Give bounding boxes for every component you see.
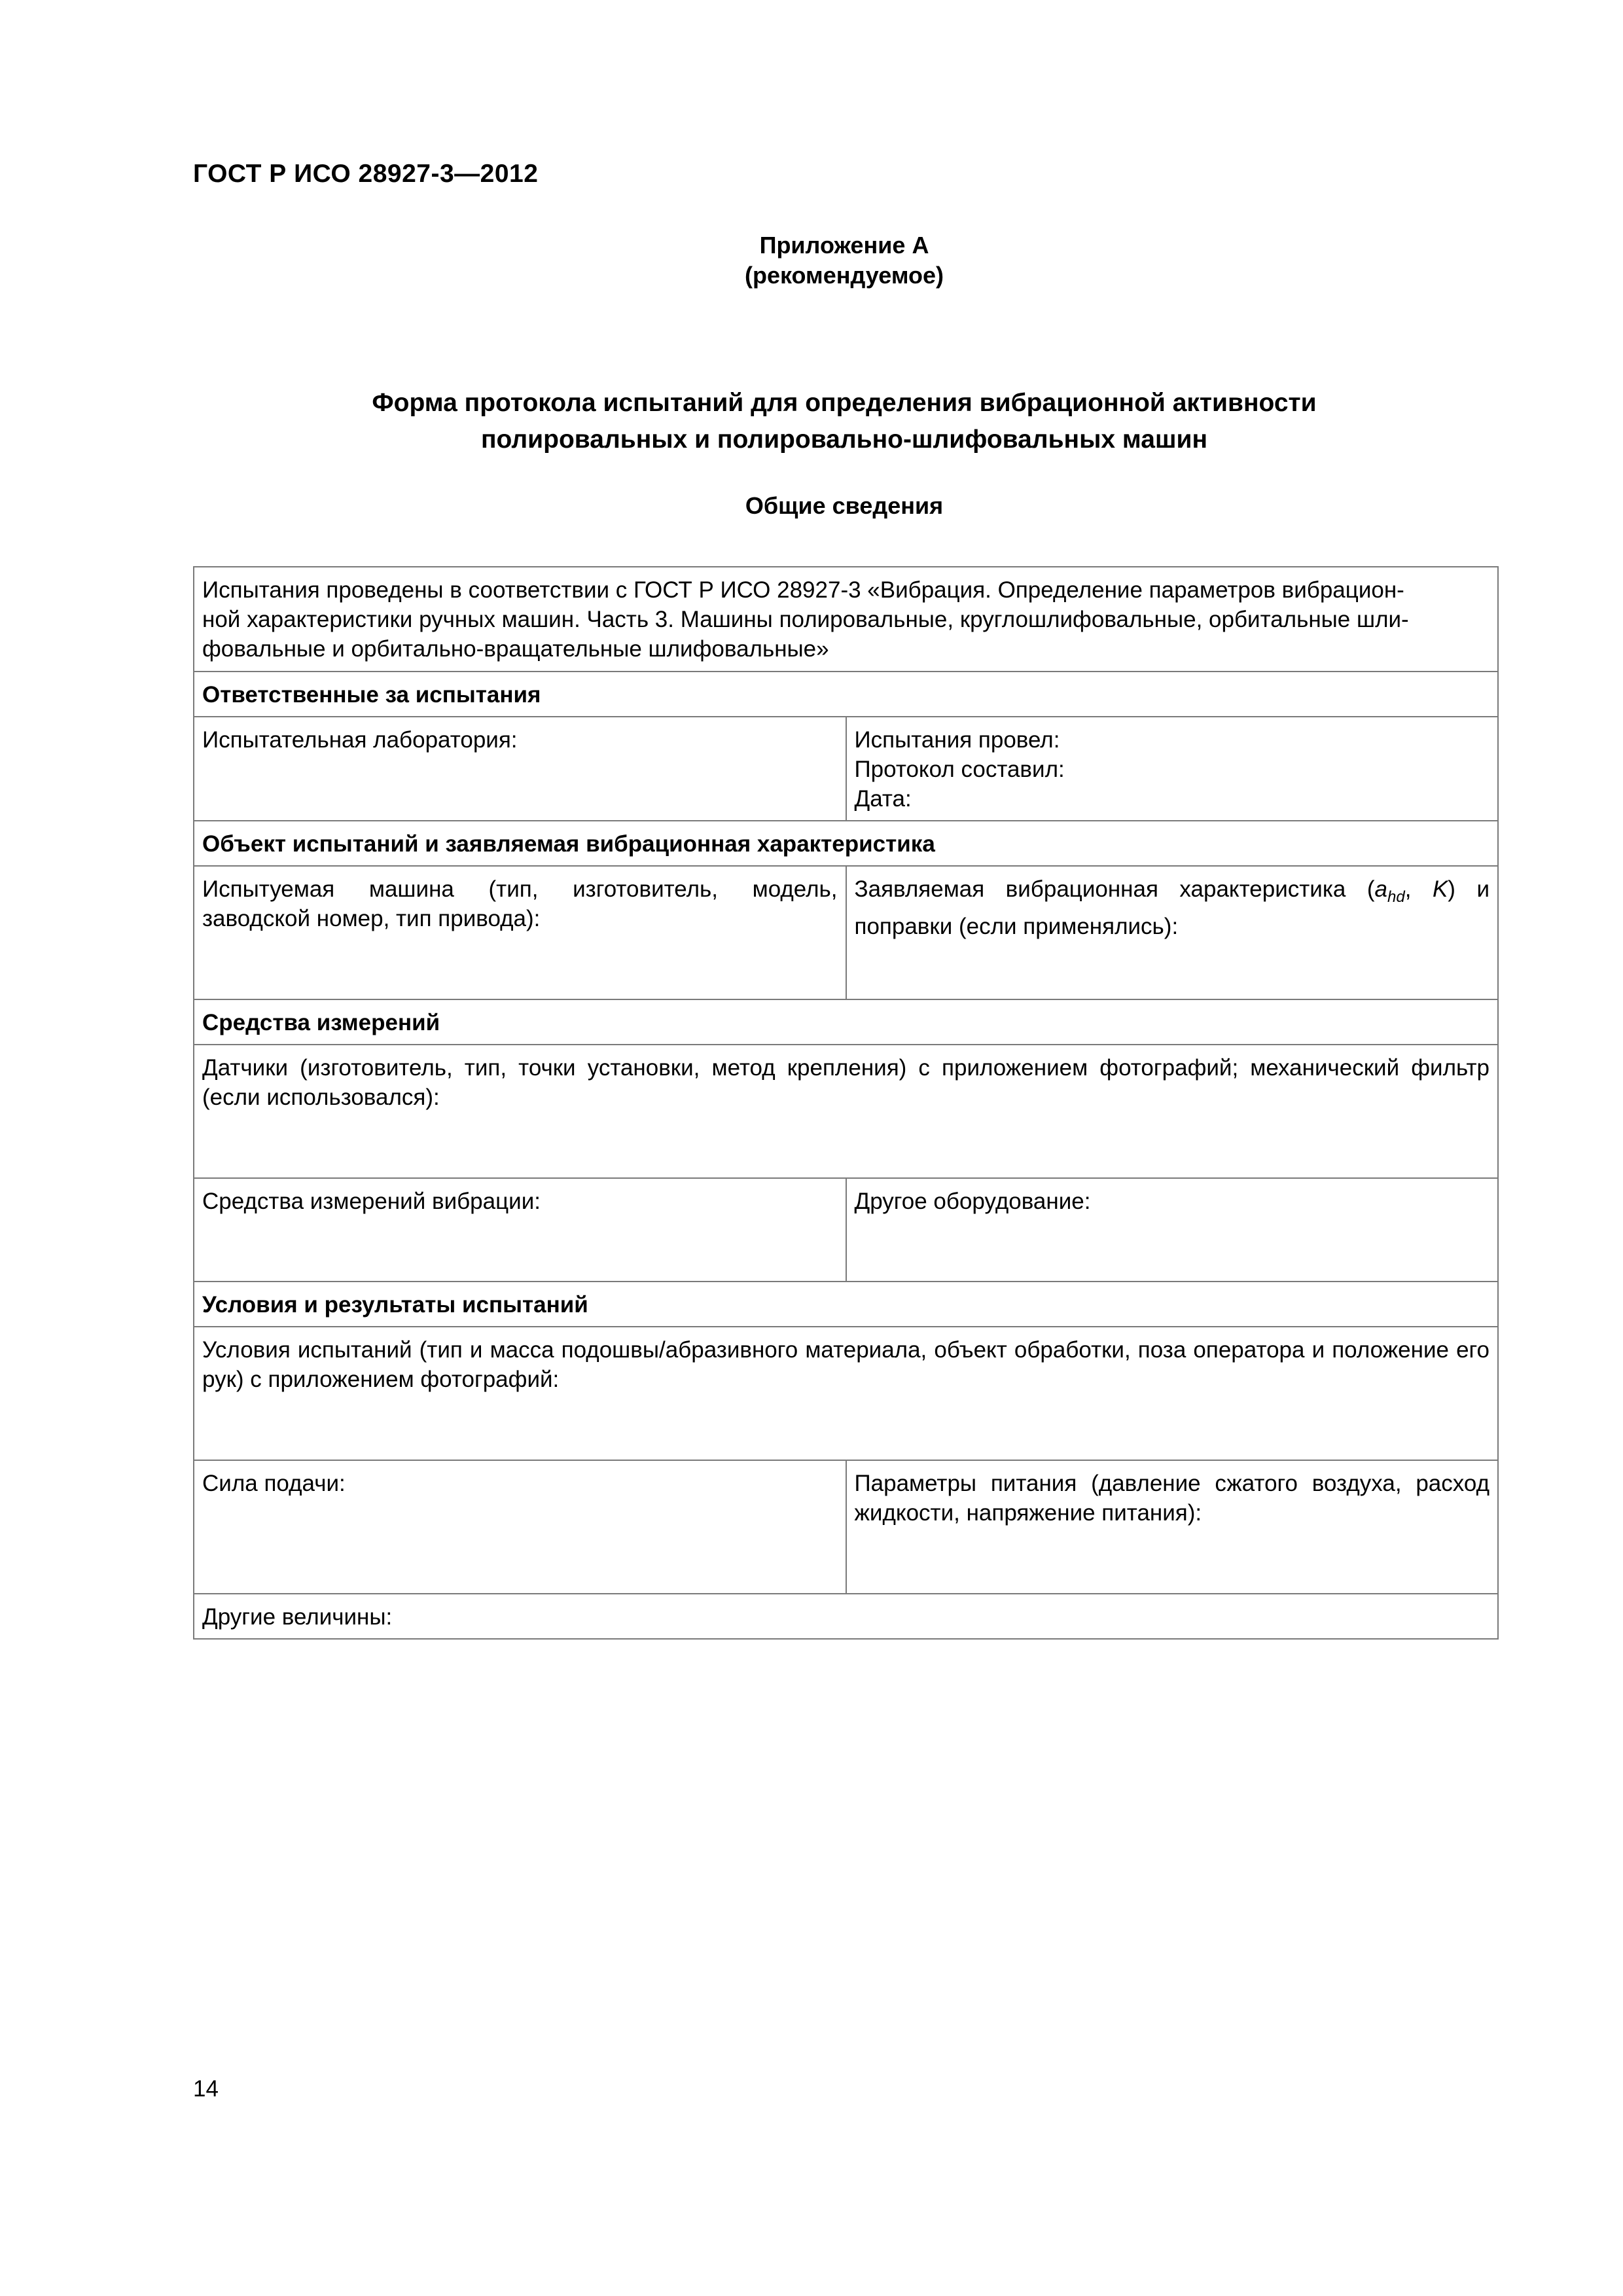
vibration-instruments-cell	[194, 1178, 846, 1282]
power-params-label: Параметры питания (давление сжатого воздуха, расход жидкости, напряжение питания):	[854, 1471, 1489, 1526]
object-heading: Объект испытаний и заявляемая вибрационная характеристика	[194, 821, 1498, 866]
vibration-instruments-label: Средства измерений вибрации:	[202, 1189, 541, 1214]
responsible-row	[194, 717, 1498, 821]
intro-line-2: ной характеристики ручных машин. Часть 3. Машины полировальные, круглошлифовальные, орбитальные шли-	[202, 607, 1409, 632]
object-row	[194, 866, 1498, 999]
feed-force-cell	[194, 1460, 846, 1594]
responsible-heading-row	[194, 672, 1498, 717]
intro-cell	[194, 567, 1498, 672]
section-heading: Общие сведения	[745, 492, 944, 519]
machine-label: Испытуемая машина (тип, изготовитель, модель, заводской номер, тип привода):	[202, 876, 838, 931]
declared-symbol-a: a	[1374, 876, 1387, 902]
other-values-cell	[194, 1594, 1498, 1639]
test-conditions-label: Условия испытаний (тип и масса подошвы/абразивного материала, объект обработки, поза оператора и положение его рук) с приложением фотографий:	[202, 1337, 1489, 1392]
other-values-row	[194, 1594, 1498, 1639]
form-title	[0, 385, 1623, 458]
conditions-heading: Условия и результаты испытаний	[194, 1282, 1498, 1327]
form-title-line-2: полировальных и полировально-шлифовальных машин	[480, 425, 1207, 454]
object-heading-row	[194, 821, 1498, 866]
annex-title: Приложение А	[759, 232, 929, 259]
sensors-row	[194, 1045, 1498, 1178]
declared-symbol-subscript: hd	[1387, 888, 1405, 906]
declared-prefix: Заявляемая вибрационная характеристика (	[854, 876, 1375, 902]
laboratory-cell	[194, 717, 846, 821]
feed-power-row	[194, 1460, 1498, 1594]
sensors-cell	[194, 1045, 1498, 1178]
declared-separator: ,	[1404, 876, 1433, 902]
feed-force-label: Сила подачи:	[202, 1471, 346, 1496]
intro-line-1: Испытания проведены в соответствии с ГОСТ Р ИСО 28927-3 «Вибрация. Определение параметров вибрацион-	[202, 577, 1404, 603]
personnel-cell	[846, 717, 1499, 821]
declared-value-cell	[846, 866, 1499, 999]
intro-line-3: фовальные и орбитально-вращательные шлифовальные»	[202, 636, 829, 662]
power-params-cell	[846, 1460, 1499, 1594]
date-label: Дата:	[854, 786, 912, 812]
responsible-heading: Ответственные за испытания	[194, 672, 1498, 717]
sensors-label: Датчики (изготовитель, тип, точки установки, метод крепления) с приложением фотографий; механический фильтр (если использовался):	[202, 1055, 1489, 1110]
test-report-form-table	[193, 566, 1499, 1640]
other-equipment-label: Другое оборудование:	[854, 1189, 1091, 1214]
machine-cell	[194, 866, 846, 999]
page-number: 14	[193, 2076, 219, 2102]
instruments-row	[194, 1178, 1498, 1282]
declared-symbol-k: K	[1432, 876, 1448, 902]
laboratory-label: Испытательная лаборатория:	[202, 727, 518, 753]
instruments-heading-row	[194, 999, 1498, 1045]
other-values-label: Другие величины:	[202, 1604, 393, 1630]
test-conditions-row	[194, 1327, 1498, 1460]
test-conditions-cell	[194, 1327, 1498, 1460]
document-code: ГОСТ Р ИСО 28927-3—2012	[193, 160, 539, 188]
report-by-label: Протокол составил:	[854, 757, 1065, 782]
conditions-heading-row	[194, 1282, 1498, 1327]
declared-suffix: ) и поправки (если применялись):	[854, 876, 1489, 939]
form-title-line-1: Форма протокола испытаний для определения вибрационной активности	[372, 389, 1317, 417]
instruments-heading: Средства измерений	[194, 999, 1498, 1045]
intro-row	[194, 567, 1498, 672]
other-equipment-cell	[846, 1178, 1499, 1282]
annex-status: (рекомендуемое)	[745, 262, 944, 289]
conducted-by-label: Испытания провел:	[854, 727, 1060, 753]
